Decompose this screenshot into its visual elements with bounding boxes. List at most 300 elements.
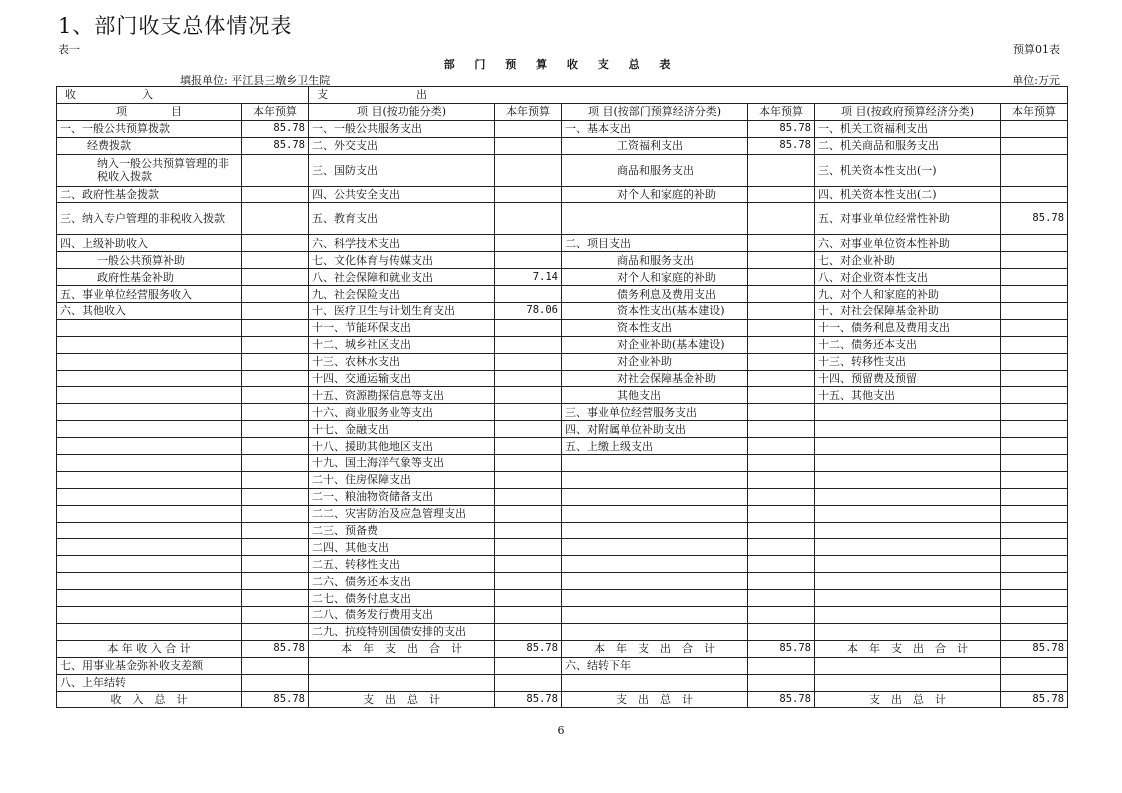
item-cell: 政府性基金补助 bbox=[57, 269, 242, 286]
budget-value-cell bbox=[242, 607, 309, 624]
table-row bbox=[57, 286, 1068, 303]
budget-value-cell: 85.78 bbox=[242, 691, 309, 708]
budget-value-cell bbox=[748, 573, 815, 590]
item-cell: 四、上级补助收入 bbox=[57, 235, 242, 252]
budget-value-cell bbox=[242, 154, 309, 186]
item-cell: 对企业补助(基本建设) bbox=[562, 336, 748, 353]
item-cell: 四、公共安全支出 bbox=[309, 186, 495, 203]
table-row bbox=[57, 120, 1068, 137]
item-cell bbox=[562, 556, 748, 573]
budget-value-cell bbox=[242, 488, 309, 505]
item-cell: 二、政府性基金拨款 bbox=[57, 186, 242, 203]
budget-value-cell bbox=[748, 319, 815, 336]
budget-value-cell: 7.14 bbox=[495, 269, 562, 286]
item-cell bbox=[57, 353, 242, 370]
budget-value-cell bbox=[495, 235, 562, 252]
budget-value-cell bbox=[1001, 522, 1068, 539]
budget-value-cell bbox=[242, 522, 309, 539]
budget-value-cell: 85.78 bbox=[1001, 691, 1068, 708]
item-cell bbox=[309, 674, 495, 691]
item-cell bbox=[815, 539, 1001, 556]
table-row bbox=[57, 137, 1068, 154]
item-cell: 十、医疗卫生与计划生育支出 bbox=[309, 303, 495, 320]
budget-value-cell: 85.78 bbox=[748, 691, 815, 708]
table-row bbox=[57, 252, 1068, 269]
table-row bbox=[57, 353, 1068, 370]
item-cell: 七、对企业补助 bbox=[815, 252, 1001, 269]
budget-value-cell: 85.78 bbox=[748, 120, 815, 137]
table-row bbox=[57, 607, 1068, 624]
item-cell bbox=[815, 607, 1001, 624]
budget-value-cell bbox=[748, 590, 815, 607]
item-cell bbox=[562, 505, 748, 522]
item-cell: 三、纳入专户管理的非税收入拨款 bbox=[57, 203, 242, 235]
budget-value-cell bbox=[1001, 590, 1068, 607]
item-cell: 二十、住房保障支出 bbox=[309, 471, 495, 488]
table-row bbox=[57, 319, 1068, 336]
income-header: 收 入 bbox=[57, 87, 309, 104]
item-cell: 五、对事业单位经常性补助 bbox=[815, 203, 1001, 235]
budget-value-cell bbox=[242, 590, 309, 607]
item-cell bbox=[815, 674, 1001, 691]
budget-value-cell: 85.78 bbox=[495, 691, 562, 708]
item-cell bbox=[57, 623, 242, 640]
item-cell bbox=[815, 522, 1001, 539]
item-cell bbox=[815, 657, 1001, 674]
item-cell: 其他支出 bbox=[562, 387, 748, 404]
budget-value-cell bbox=[495, 421, 562, 438]
item-cell bbox=[57, 319, 242, 336]
item-cell bbox=[57, 556, 242, 573]
budget-value-cell bbox=[1001, 573, 1068, 590]
item-cell bbox=[57, 573, 242, 590]
budget-value-cell bbox=[242, 319, 309, 336]
item-cell: 十三、转移性支出 bbox=[815, 353, 1001, 370]
item-cell bbox=[57, 471, 242, 488]
budget-value-cell: 85.78 bbox=[495, 640, 562, 657]
item-cell: 六、科学技术支出 bbox=[309, 235, 495, 252]
item-cell bbox=[815, 488, 1001, 505]
budget-value-cell bbox=[242, 269, 309, 286]
item-cell bbox=[562, 203, 748, 235]
col-budget: 本年预算 bbox=[1001, 103, 1068, 120]
budget-value-cell bbox=[242, 336, 309, 353]
budget-value-cell bbox=[242, 471, 309, 488]
budget-value-cell bbox=[1001, 303, 1068, 320]
budget-value-cell bbox=[1001, 387, 1068, 404]
item-cell: 工资福利支出 bbox=[562, 137, 748, 154]
budget-value-cell bbox=[242, 203, 309, 235]
budget-value-cell bbox=[1001, 438, 1068, 455]
item-cell: 一般公共预算补助 bbox=[57, 252, 242, 269]
item-cell: 九、社会保险支出 bbox=[309, 286, 495, 303]
budget-value-cell bbox=[495, 539, 562, 556]
budget-value-cell bbox=[1001, 120, 1068, 137]
budget-value-cell bbox=[748, 505, 815, 522]
item-cell bbox=[57, 522, 242, 539]
table-row bbox=[57, 573, 1068, 590]
budget-value-cell: 78.06 bbox=[495, 303, 562, 320]
item-cell bbox=[57, 607, 242, 624]
budget-value-cell bbox=[495, 505, 562, 522]
item-cell: 五、事业单位经营服务收入 bbox=[57, 286, 242, 303]
item-cell: 十九、国土海洋气象等支出 bbox=[309, 455, 495, 472]
budget-value-cell bbox=[242, 421, 309, 438]
budget-value-cell bbox=[1001, 154, 1068, 186]
budget-value-cell bbox=[242, 186, 309, 203]
budget-value-cell bbox=[1001, 186, 1068, 203]
budget-value-cell bbox=[748, 269, 815, 286]
budget-value-cell bbox=[1001, 505, 1068, 522]
col-item-dept: 项 目(按部门预算经济分类) bbox=[562, 103, 748, 120]
item-cell bbox=[562, 488, 748, 505]
item-cell: 七、用事业基金弥补收支差额 bbox=[57, 657, 242, 674]
item-cell: 一、机关工资福利支出 bbox=[815, 120, 1001, 137]
budget-value-cell bbox=[1001, 455, 1068, 472]
item-cell: 三、国防支出 bbox=[309, 154, 495, 186]
item-cell: 二八、债务发行费用支出 bbox=[309, 607, 495, 624]
item-cell: 五、教育支出 bbox=[309, 203, 495, 235]
budget-value-cell bbox=[748, 471, 815, 488]
page-number: 6 bbox=[557, 724, 565, 737]
item-cell: 二、项目支出 bbox=[562, 235, 748, 252]
item-cell: 十四、交通运输支出 bbox=[309, 370, 495, 387]
budget-value-cell bbox=[748, 421, 815, 438]
item-cell bbox=[562, 455, 748, 472]
budget-value-cell bbox=[1001, 607, 1068, 624]
budget-value-cell bbox=[1001, 336, 1068, 353]
budget-value-cell bbox=[748, 657, 815, 674]
budget-value-cell bbox=[1001, 353, 1068, 370]
item-cell bbox=[57, 421, 242, 438]
item-cell bbox=[815, 573, 1001, 590]
table-label: 表一 bbox=[58, 43, 80, 56]
item-cell: 对社会保障基金补助 bbox=[562, 370, 748, 387]
budget-value-cell: 85.78 bbox=[748, 137, 815, 154]
budget-value-cell bbox=[495, 252, 562, 269]
item-cell bbox=[57, 455, 242, 472]
budget-value-cell bbox=[748, 353, 815, 370]
budget-value-cell: 85.78 bbox=[242, 137, 309, 154]
budget-value-cell bbox=[495, 522, 562, 539]
item-cell: 对个人和家庭的补助 bbox=[562, 269, 748, 286]
table-row bbox=[57, 154, 1068, 186]
item-cell: 二四、其他支出 bbox=[309, 539, 495, 556]
budget-value-cell bbox=[242, 455, 309, 472]
budget-value-cell bbox=[242, 539, 309, 556]
table-row bbox=[57, 505, 1068, 522]
item-cell: 四、对附属单位补助支出 bbox=[562, 421, 748, 438]
budget-value-cell bbox=[242, 404, 309, 421]
item-cell bbox=[562, 471, 748, 488]
budget-value-cell bbox=[1001, 421, 1068, 438]
budget-value-cell bbox=[1001, 252, 1068, 269]
page-heading: 1、部门收支总体情况表 bbox=[58, 14, 293, 38]
budget-value-cell bbox=[1001, 471, 1068, 488]
item-cell: 本 年 支 出 合 计 bbox=[309, 640, 495, 657]
table-row bbox=[57, 488, 1068, 505]
table-row bbox=[57, 438, 1068, 455]
item-cell: 纳入一般公共预算管理的非税收入拨款 bbox=[57, 154, 242, 186]
col-budget: 本年预算 bbox=[748, 103, 815, 120]
table-row bbox=[57, 471, 1068, 488]
budget-value-cell bbox=[242, 573, 309, 590]
item-cell bbox=[815, 556, 1001, 573]
reporting-unit: 填报单位: 平江县三墩乡卫生院 bbox=[180, 74, 331, 87]
budget-value-cell bbox=[495, 203, 562, 235]
budget-value-cell bbox=[748, 370, 815, 387]
budget-value-cell bbox=[495, 120, 562, 137]
item-cell bbox=[57, 387, 242, 404]
budget-value-cell bbox=[495, 286, 562, 303]
budget-value-cell bbox=[242, 370, 309, 387]
budget-value-cell bbox=[1001, 286, 1068, 303]
item-cell: 十四、预留费及预留 bbox=[815, 370, 1001, 387]
budget-value-cell bbox=[495, 438, 562, 455]
budget-value-cell bbox=[242, 353, 309, 370]
budget-value-cell bbox=[495, 370, 562, 387]
item-cell: 支 出 总 计 bbox=[815, 691, 1001, 708]
col-item-gov: 项 目(按政府预算经济分类) bbox=[815, 103, 1001, 120]
table-row bbox=[57, 539, 1068, 556]
item-cell: 对个人和家庭的补助 bbox=[562, 186, 748, 203]
item-cell: 十三、农林水支出 bbox=[309, 353, 495, 370]
budget-value-cell bbox=[748, 556, 815, 573]
budget-value-cell bbox=[495, 336, 562, 353]
budget-value-cell bbox=[1001, 657, 1068, 674]
item-cell bbox=[815, 421, 1001, 438]
item-cell: 十、对社会保障基金补助 bbox=[815, 303, 1001, 320]
budget-value-cell bbox=[748, 154, 815, 186]
budget-value-cell bbox=[495, 556, 562, 573]
budget-value-cell bbox=[242, 438, 309, 455]
item-cell bbox=[562, 607, 748, 624]
col-item: 项 目 bbox=[57, 103, 242, 120]
budget-value-cell bbox=[1001, 556, 1068, 573]
item-cell bbox=[57, 488, 242, 505]
item-cell: 四、机关资本性支出(二) bbox=[815, 186, 1001, 203]
item-cell: 二七、债务付息支出 bbox=[309, 590, 495, 607]
item-cell: 支 出 总 计 bbox=[562, 691, 748, 708]
budget-value-cell: 85.78 bbox=[1001, 640, 1068, 657]
budget-value-cell bbox=[242, 657, 309, 674]
item-cell: 经费拨款 bbox=[57, 137, 242, 154]
item-cell bbox=[57, 370, 242, 387]
item-cell bbox=[815, 590, 1001, 607]
table-row bbox=[57, 269, 1068, 286]
table-row bbox=[57, 556, 1068, 573]
budget-value-cell bbox=[242, 252, 309, 269]
table-row bbox=[57, 235, 1068, 252]
item-cell: 八、对企业资本性支出 bbox=[815, 269, 1001, 286]
table-row bbox=[57, 186, 1068, 203]
item-cell: 商品和服务支出 bbox=[562, 154, 748, 186]
table-row bbox=[57, 421, 1068, 438]
item-cell: 六、结转下年 bbox=[562, 657, 748, 674]
item-cell bbox=[815, 505, 1001, 522]
item-cell: 三、机关资本性支出(一) bbox=[815, 154, 1001, 186]
item-cell: 十五、其他支出 bbox=[815, 387, 1001, 404]
budget-value-cell bbox=[495, 319, 562, 336]
budget-value-cell bbox=[495, 186, 562, 203]
table-row bbox=[57, 691, 1068, 708]
item-cell: 二九、抗疫特别国债安排的支出 bbox=[309, 623, 495, 640]
table-row bbox=[57, 387, 1068, 404]
item-cell bbox=[57, 336, 242, 353]
item-cell: 一、一般公共预算拨款 bbox=[57, 120, 242, 137]
table-row bbox=[57, 303, 1068, 320]
item-cell: 一、基本支出 bbox=[562, 120, 748, 137]
budget-value-cell bbox=[495, 455, 562, 472]
item-cell: 五、上缴上级支出 bbox=[562, 438, 748, 455]
budget-value-cell bbox=[748, 235, 815, 252]
budget-value-cell bbox=[495, 488, 562, 505]
item-cell: 支 出 总 计 bbox=[309, 691, 495, 708]
budget-value-cell bbox=[1001, 623, 1068, 640]
table-row bbox=[57, 590, 1068, 607]
budget-value-cell bbox=[1001, 370, 1068, 387]
item-cell bbox=[57, 404, 242, 421]
budget-value-cell bbox=[242, 303, 309, 320]
item-cell: 三、事业单位经营服务支出 bbox=[562, 404, 748, 421]
budget-value-cell bbox=[748, 607, 815, 624]
budget-value-cell bbox=[1001, 404, 1068, 421]
table-row bbox=[57, 623, 1068, 640]
budget-value-cell bbox=[748, 252, 815, 269]
item-cell: 本 年 支 出 合 计 bbox=[815, 640, 1001, 657]
item-cell: 七、文化体育与传媒支出 bbox=[309, 252, 495, 269]
budget-value-cell bbox=[495, 154, 562, 186]
item-cell bbox=[815, 404, 1001, 421]
item-cell bbox=[57, 539, 242, 556]
item-cell bbox=[562, 623, 748, 640]
item-cell bbox=[562, 590, 748, 607]
table-row bbox=[57, 404, 1068, 421]
budget-value-cell bbox=[495, 387, 562, 404]
item-cell: 本 年 支 出 合 计 bbox=[562, 640, 748, 657]
budget-value-cell bbox=[1001, 319, 1068, 336]
table-number: 预算01表 bbox=[1013, 43, 1060, 56]
budget-value-cell bbox=[1001, 539, 1068, 556]
item-cell: 九、对个人和家庭的补助 bbox=[815, 286, 1001, 303]
budget-value-cell bbox=[1001, 488, 1068, 505]
table-title: 部 门 预 算 收 支 总 表 bbox=[443, 58, 679, 71]
item-cell bbox=[562, 522, 748, 539]
money-unit: 单位:万元 bbox=[1012, 74, 1060, 87]
item-cell: 十六、商业服务业等支出 bbox=[309, 404, 495, 421]
budget-value-cell bbox=[495, 353, 562, 370]
item-cell bbox=[57, 590, 242, 607]
item-cell bbox=[815, 455, 1001, 472]
budget-value-cell bbox=[748, 455, 815, 472]
budget-value-cell bbox=[748, 674, 815, 691]
budget-value-cell bbox=[495, 590, 562, 607]
budget-value-cell bbox=[1001, 137, 1068, 154]
item-cell: 本 年 收 入 合 计 bbox=[57, 640, 242, 657]
item-cell: 一、一般公共服务支出 bbox=[309, 120, 495, 137]
col-budget: 本年预算 bbox=[242, 103, 309, 120]
item-cell: 二、外交支出 bbox=[309, 137, 495, 154]
budget-value-cell bbox=[1001, 235, 1068, 252]
budget-value-cell: 85.78 bbox=[1001, 203, 1068, 235]
item-cell: 八、社会保障和就业支出 bbox=[309, 269, 495, 286]
item-cell: 二六、债务还本支出 bbox=[309, 573, 495, 590]
budget-value-cell bbox=[495, 404, 562, 421]
item-cell: 商品和服务支出 bbox=[562, 252, 748, 269]
budget-value-cell bbox=[242, 556, 309, 573]
budget-summary-table bbox=[56, 86, 1068, 708]
item-cell: 对企业补助 bbox=[562, 353, 748, 370]
table-row bbox=[57, 455, 1068, 472]
budget-value-cell bbox=[495, 573, 562, 590]
col-budget: 本年预算 bbox=[495, 103, 562, 120]
budget-value-cell bbox=[1001, 269, 1068, 286]
table-row bbox=[57, 370, 1068, 387]
item-cell bbox=[815, 438, 1001, 455]
budget-value-cell bbox=[495, 607, 562, 624]
budget-value-cell bbox=[748, 438, 815, 455]
item-cell bbox=[562, 674, 748, 691]
table-row bbox=[57, 336, 1068, 353]
budget-value-cell bbox=[495, 137, 562, 154]
item-cell bbox=[562, 573, 748, 590]
item-cell bbox=[309, 657, 495, 674]
item-cell bbox=[57, 438, 242, 455]
col-item-func: 项 目(按功能分类) bbox=[309, 103, 495, 120]
table-row bbox=[57, 657, 1068, 674]
budget-value-cell bbox=[748, 286, 815, 303]
budget-value-cell bbox=[1001, 674, 1068, 691]
item-cell: 十二、城乡社区支出 bbox=[309, 336, 495, 353]
budget-value-cell bbox=[495, 657, 562, 674]
item-cell: 二三、预备费 bbox=[309, 522, 495, 539]
item-cell: 二、机关商品和服务支出 bbox=[815, 137, 1001, 154]
item-cell: 六、对事业单位资本性补助 bbox=[815, 235, 1001, 252]
item-cell: 十七、金融支出 bbox=[309, 421, 495, 438]
table-row bbox=[57, 203, 1068, 235]
budget-value-cell bbox=[748, 186, 815, 203]
item-cell: 资本性支出 bbox=[562, 319, 748, 336]
table-row bbox=[57, 522, 1068, 539]
budget-value-cell bbox=[242, 674, 309, 691]
budget-value-cell: 85.78 bbox=[748, 640, 815, 657]
budget-value-cell bbox=[242, 286, 309, 303]
item-cell bbox=[815, 623, 1001, 640]
item-cell bbox=[815, 471, 1001, 488]
budget-value-cell bbox=[242, 505, 309, 522]
budget-value-cell bbox=[748, 522, 815, 539]
item-cell: 二五、转移性支出 bbox=[309, 556, 495, 573]
item-cell: 十五、资源勘探信息等支出 bbox=[309, 387, 495, 404]
item-cell: 八、上年结转 bbox=[57, 674, 242, 691]
budget-value-cell bbox=[748, 387, 815, 404]
budget-value-cell bbox=[748, 404, 815, 421]
expense-header: 支 出 bbox=[309, 87, 1068, 104]
budget-value-cell bbox=[495, 623, 562, 640]
item-cell: 六、其他收入 bbox=[57, 303, 242, 320]
budget-value-cell bbox=[748, 623, 815, 640]
item-cell: 收 入 总 计 bbox=[57, 691, 242, 708]
item-cell: 二一、粮油物资储备支出 bbox=[309, 488, 495, 505]
item-cell: 债务利息及费用支出 bbox=[562, 286, 748, 303]
budget-value-cell bbox=[748, 336, 815, 353]
item-cell: 资本性支出(基本建设) bbox=[562, 303, 748, 320]
item-cell: 十一、债务利息及费用支出 bbox=[815, 319, 1001, 336]
budget-value-cell: 85.78 bbox=[242, 120, 309, 137]
budget-value-cell bbox=[748, 303, 815, 320]
budget-value-cell bbox=[242, 623, 309, 640]
item-cell: 十一、节能环保支出 bbox=[309, 319, 495, 336]
